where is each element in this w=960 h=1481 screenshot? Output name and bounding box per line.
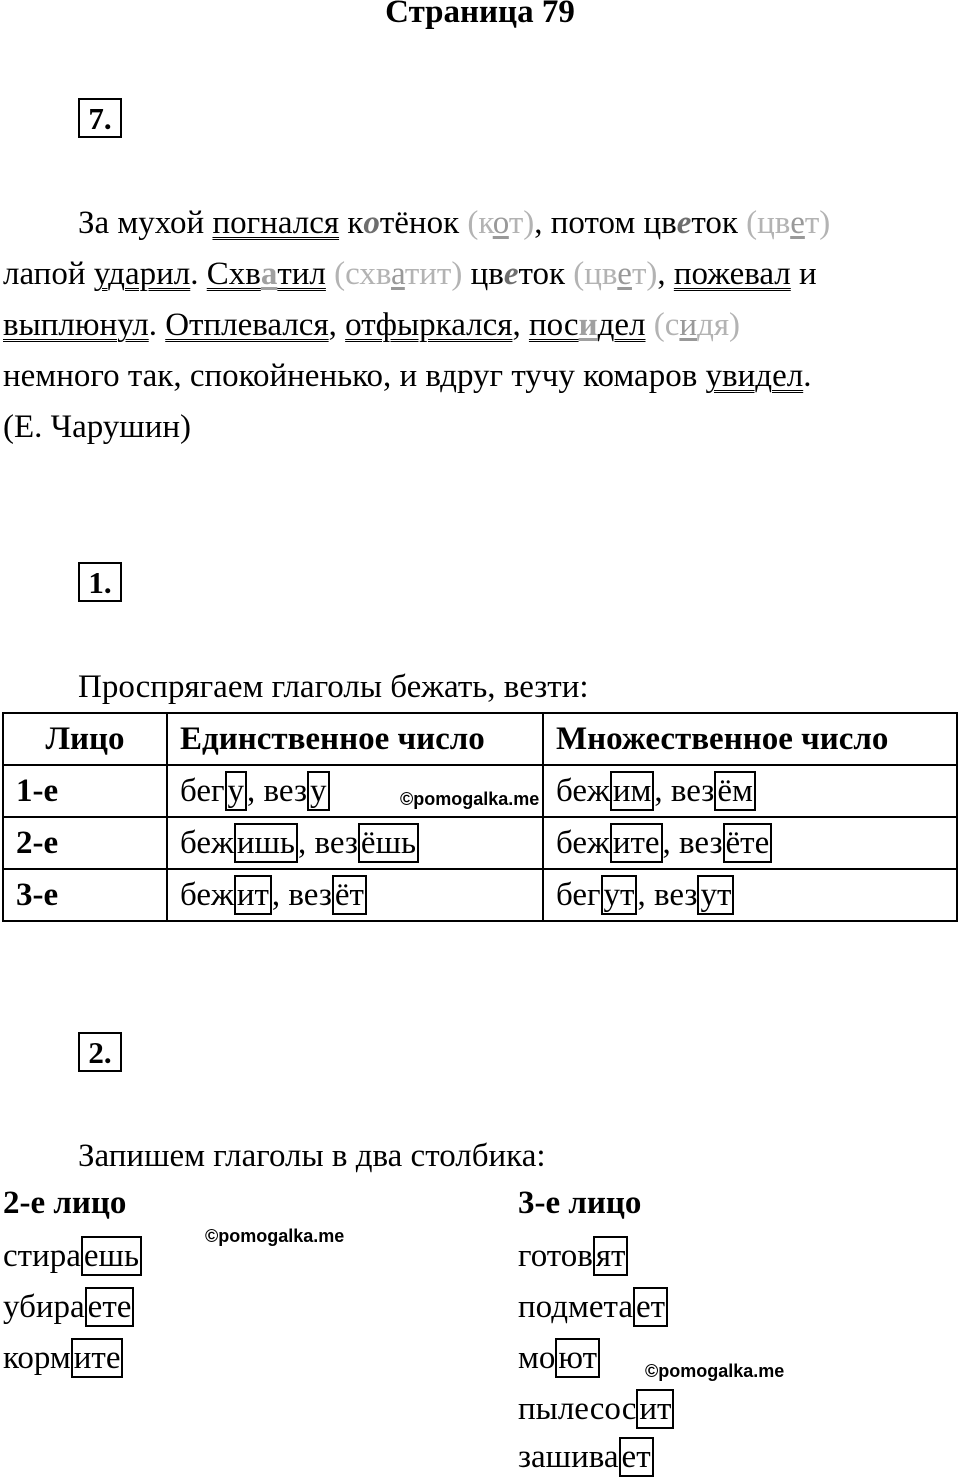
- ending-box: ет: [633, 1287, 668, 1327]
- ending-box: ешь: [81, 1236, 142, 1276]
- header-plural: Множественное число: [543, 713, 957, 765]
- ending-box: ют: [555, 1338, 600, 1378]
- ending-box: ёт: [332, 875, 367, 915]
- exercise-2-intro: Запишем глаголы в два столбика:: [78, 1138, 546, 1174]
- person-cell: 1-е: [3, 765, 167, 817]
- verb-item: готовят: [518, 1236, 628, 1276]
- singular-cell: бежишь, везёшь: [167, 817, 543, 869]
- ending-box: ишь: [234, 823, 298, 863]
- table-header-row: [3, 713, 957, 765]
- singular-cell: бегу, везу: [167, 765, 543, 817]
- ending-box: ит: [636, 1389, 674, 1429]
- ending-box: ет: [619, 1437, 654, 1477]
- watermark: ©pomogalka.me: [205, 1226, 345, 1246]
- ending-box: ит: [234, 875, 272, 915]
- ending-box: ите: [610, 823, 663, 863]
- verb-item: пылесосит: [518, 1389, 674, 1429]
- exercise-1-intro: Проспрягаем глаголы бежать, везти:: [78, 669, 589, 705]
- verb-item: стираешь: [3, 1236, 142, 1276]
- verb-item: зашивает: [518, 1437, 654, 1477]
- ending-box: ёшь: [358, 823, 419, 863]
- column-title-2nd-person: 2-е лицо: [3, 1185, 127, 1221]
- table-row: [3, 869, 957, 921]
- verb-item: убираете: [3, 1287, 134, 1327]
- ending-box: ете: [85, 1287, 135, 1327]
- exercise-7-number: 7.: [78, 98, 122, 138]
- ending-box: ёте: [723, 823, 773, 863]
- header-singular: Единственное число: [167, 713, 543, 765]
- watermark: ©pomogalka.me: [400, 789, 540, 809]
- ending-box: ут: [601, 875, 638, 915]
- conjugation-table: [2, 712, 958, 922]
- person-cell: 3-е: [3, 869, 167, 921]
- ending-box: ём: [714, 771, 756, 811]
- plural-cell: бежите, везёте: [543, 817, 957, 869]
- ending-box: у: [225, 771, 248, 811]
- verb-item: подметает: [518, 1287, 668, 1327]
- exercise-2-number: 2.: [78, 1032, 122, 1072]
- column-title-3rd-person: 3-е лицо: [518, 1185, 642, 1221]
- exercise-1-number: 1.: [78, 562, 122, 602]
- text-line-1: За мухой погнался котёнок (кот), потом цветок (цвет): [78, 205, 831, 241]
- header-person: Лицо: [3, 713, 167, 765]
- ending-box: ут: [697, 875, 734, 915]
- ending-box: ите: [71, 1338, 124, 1378]
- ending-box: им: [610, 771, 655, 811]
- text-line-5: (Е. Чарушин): [3, 409, 192, 445]
- ending-box: ят: [593, 1236, 629, 1276]
- text-line-4: немного так, спокойненько, и вдруг тучу комаров увидел.: [3, 358, 812, 394]
- plural-cell: бегут, везут: [543, 869, 957, 921]
- page-title: Страница 79: [385, 0, 575, 30]
- text-line-3: выплюнул. Отплевался, отфыркался, посидел (сидя): [3, 307, 741, 343]
- verb-item: моют: [518, 1338, 600, 1378]
- table-row: [3, 817, 957, 869]
- watermark: ©pomogalka.me: [645, 1361, 785, 1381]
- singular-cell: бежит, везёт: [167, 869, 543, 921]
- ending-box: у: [307, 771, 330, 811]
- text-line-2: лапой ударил. Схватил (схватит) цветок (цвет), пожевал и: [3, 256, 817, 292]
- person-cell: 2-е: [3, 817, 167, 869]
- plural-cell: бежим, везём: [543, 765, 957, 817]
- verb-item: кормите: [3, 1338, 123, 1378]
